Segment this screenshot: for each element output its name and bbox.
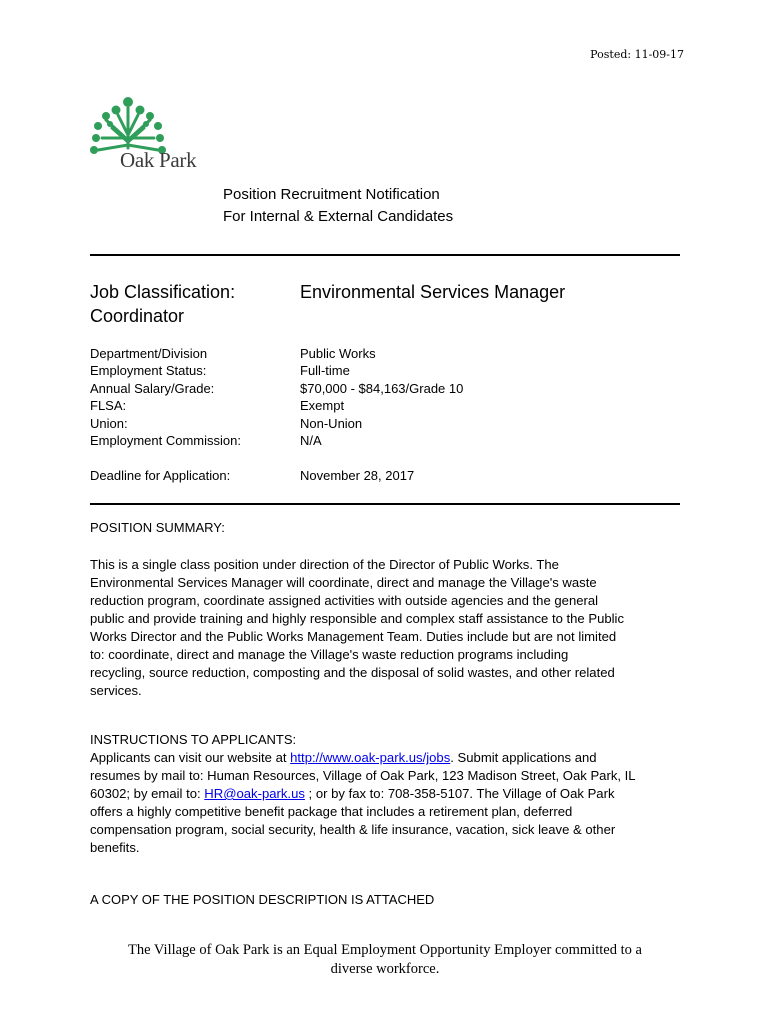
eeo-footer [90, 941, 680, 979]
deadline-value: November 28, 2017 [300, 468, 415, 483]
department-label: Department/Division [90, 346, 208, 361]
summary-line: public and provide training and highly responsible and complex staff assistance to the Public [90, 611, 625, 626]
oak-park-logo [88, 90, 218, 175]
summary-line: services. [90, 683, 142, 698]
notification-title: Position Recruitment Notification [223, 186, 440, 203]
summary-line: Works Director and the Public Works Management Team. Duties include but are not limited [90, 629, 617, 644]
summary-line: reduction program, coordinate assigned activities with outside agencies and the general [90, 593, 599, 608]
footer-line: diverse workforce. [330, 961, 440, 977]
summary-line: Environmental Services Manager will coordinate, direct and manage the Village's waste [90, 575, 597, 590]
flsa-value: Exempt [300, 398, 345, 413]
instructions-text-segment: ; or by fax to: 708-358-5107. The Village of Oak Park [304, 786, 615, 801]
job-classification-label: Job Classification: [90, 282, 236, 302]
position-summary-text [90, 556, 680, 700]
instructions-heading: INSTRUCTIONS TO APPLICANTS: [90, 732, 297, 747]
instructions-line: compensation program, social security, health & life insurance, vacation, sick leave & other [90, 822, 616, 837]
summary-line: This is a single class position under direction of the Director of Public Works. The [90, 557, 559, 572]
instructions-text [90, 749, 680, 857]
employment-commission-value: N/A [300, 433, 322, 448]
hr-email-link[interactable]: HR@oak-park.us [204, 786, 305, 801]
union-value: Non-Union [300, 416, 363, 431]
union-label: Union: [90, 416, 128, 431]
deadline-label: Deadline for Application: [90, 468, 231, 483]
job-classification-value: Coordinator [90, 306, 185, 326]
posted-date: Posted: 11-09-17 [590, 48, 684, 61]
salary-value: $70,000 - $84,163/Grade 10 [300, 381, 464, 396]
divider-top [90, 254, 680, 256]
instructions-line [90, 785, 680, 803]
attached-notice: A COPY OF THE POSITION DESCRIPTION IS ATTACHED [90, 892, 435, 907]
employment-status-value: Full-time [300, 363, 350, 378]
instructions-line [90, 749, 680, 767]
summary-line: recycling, source reduction, composting and the disposal of solid wastes, and other related [90, 665, 615, 680]
logo-wordmark: Oak Park [120, 148, 197, 172]
employment-commission-label: Employment Commission: [90, 433, 241, 448]
flsa-label: FLSA: [90, 398, 127, 413]
summary-line: to: coordinate, direct and manage the Village's waste reduction programs including [90, 647, 569, 662]
instructions-line: resumes by mail to: Human Resources, Village of Oak Park, 123 Madison Street, Oak Park, IL [90, 768, 636, 783]
divider-middle [90, 503, 680, 505]
instructions-line: offers a highly competitive benefit package that includes a retirement plan, deferred [90, 804, 573, 819]
instructions-text-segment: Applicants can visit our website at [90, 750, 291, 765]
job-title: Environmental Services Manager [300, 282, 566, 302]
footer-line: The Village of Oak Park is an Equal Employment Opportunity Employer committed to a [128, 942, 642, 958]
notification-subtitle: For Internal & External Candidates [223, 208, 454, 225]
instructions-text-segment: 60302; by email to: [90, 786, 205, 801]
instructions-line: benefits. [90, 840, 140, 855]
instructions-text-segment: . Submit applications and [450, 750, 597, 765]
employment-status-label: Employment Status: [90, 363, 207, 378]
department-value: Public Works [300, 346, 376, 361]
position-summary-heading: POSITION SUMMARY: [90, 520, 225, 535]
salary-label: Annual Salary/Grade: [90, 381, 215, 396]
jobs-website-link[interactable]: http://www.oak-park.us/jobs [290, 750, 451, 765]
